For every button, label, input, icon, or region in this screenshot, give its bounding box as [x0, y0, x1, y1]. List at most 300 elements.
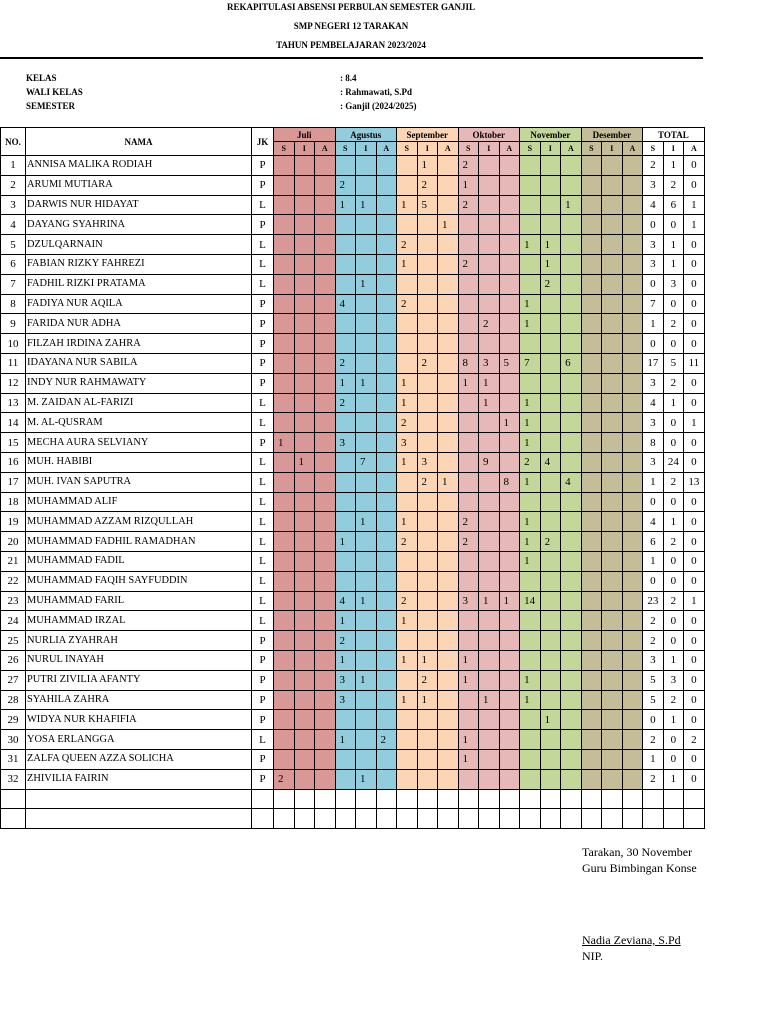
cell-november-s: [520, 631, 541, 651]
cell-september-a: 1: [438, 215, 459, 235]
cell-juli-s: [274, 156, 295, 176]
cell-september-a: [438, 294, 459, 314]
cell-desember-a: [622, 254, 643, 274]
cell-juli-i: [294, 175, 315, 195]
cell-agustus-a: [376, 452, 397, 472]
cell-oktober-s: [458, 690, 479, 710]
gender-cell: L: [252, 512, 274, 532]
subheader-total-a: A: [684, 142, 705, 156]
empty-cell: [458, 789, 479, 809]
cell-juli-a: [315, 413, 336, 433]
cell-desember-a: [622, 730, 643, 750]
total-a: 0: [684, 631, 705, 651]
cell-november-s: [520, 274, 541, 294]
total-i: 0: [663, 215, 684, 235]
total-s: 0: [643, 710, 664, 730]
cell-desember-i: [602, 334, 623, 354]
cell-november-i: [540, 472, 561, 492]
cell-november-a: [561, 710, 582, 730]
cell-juli-s: [274, 670, 295, 690]
cell-agustus-s: [335, 452, 356, 472]
cell-november-s: 1: [520, 551, 541, 571]
cell-september-s: [397, 156, 418, 176]
gender-cell: P: [252, 749, 274, 769]
subheader-september-i: I: [417, 142, 438, 156]
cell-agustus-i: 1: [356, 274, 377, 294]
cell-september-a: [438, 710, 459, 730]
table-row: [1, 235, 705, 255]
cell-september-s: 2: [397, 591, 418, 611]
cell-juli-i: [294, 512, 315, 532]
cell-oktober-s: [458, 769, 479, 789]
row-number: 11: [1, 353, 26, 373]
total-i: 2: [663, 591, 684, 611]
cell-desember-s: [581, 551, 602, 571]
cell-november-a: [561, 512, 582, 532]
total-i: 3: [663, 670, 684, 690]
empty-cell: [252, 789, 274, 809]
cell-november-i: 2: [540, 532, 561, 552]
cell-oktober-a: [499, 769, 520, 789]
total-s: 3: [643, 373, 664, 393]
cell-november-s: [520, 156, 541, 176]
cell-juli-a: [315, 274, 336, 294]
cell-juli-s: [274, 492, 295, 512]
total-i: 1: [663, 235, 684, 255]
cell-juli-s: [274, 254, 295, 274]
cell-desember-s: [581, 532, 602, 552]
signer-name: Nadia Zeviana, S.Pd: [582, 933, 681, 947]
cell-september-s: 1: [397, 512, 418, 532]
cell-september-i: [417, 571, 438, 591]
cell-oktober-s: 1: [458, 373, 479, 393]
cell-agustus-a: [376, 611, 397, 631]
row-number: 4: [1, 215, 26, 235]
cell-september-i: [417, 551, 438, 571]
kelas-label: KELAS: [26, 73, 57, 83]
cell-september-a: [438, 314, 459, 334]
cell-agustus-a: [376, 334, 397, 354]
empty-cell: [561, 809, 582, 829]
student-name: INDY NUR RAHMAWATY: [26, 373, 252, 393]
cell-desember-i: [602, 690, 623, 710]
empty-cell: [602, 809, 623, 829]
cell-desember-s: [581, 769, 602, 789]
student-name: MECHA AURA SELVIANY: [26, 433, 252, 453]
student-name: M. AL-QUSRAM: [26, 413, 252, 433]
total-a: 0: [684, 314, 705, 334]
cell-november-s: 1: [520, 393, 541, 413]
cell-oktober-i: [479, 730, 500, 750]
empty-row: [1, 809, 705, 829]
cell-november-i: [540, 512, 561, 532]
cell-september-i: 3: [417, 452, 438, 472]
cell-juli-i: [294, 591, 315, 611]
student-name: DZULQARNAIN: [26, 235, 252, 255]
cell-september-i: 1: [417, 650, 438, 670]
empty-cell: [315, 809, 336, 829]
subheader-total-i: I: [663, 142, 684, 156]
empty-cell: [479, 809, 500, 829]
cell-juli-a: [315, 749, 336, 769]
cell-november-i: [540, 551, 561, 571]
student-name: ZALFA QUEEN AZZA SOLICHA: [26, 749, 252, 769]
cell-agustus-s: 2: [335, 631, 356, 651]
cell-agustus-a: [376, 235, 397, 255]
cell-agustus-i: [356, 235, 377, 255]
cell-agustus-i: [356, 215, 377, 235]
cell-juli-s: [274, 175, 295, 195]
total-i: 2: [663, 314, 684, 334]
cell-agustus-a: [376, 769, 397, 789]
cell-agustus-a: [376, 571, 397, 591]
cell-juli-a: [315, 254, 336, 274]
cell-oktober-i: [479, 294, 500, 314]
cell-september-i: 1: [417, 156, 438, 176]
header-nama: NAMA: [26, 128, 252, 156]
total-s: 2: [643, 631, 664, 651]
table-row: [1, 611, 705, 631]
cell-agustus-s: [335, 749, 356, 769]
cell-november-s: 1: [520, 532, 541, 552]
total-s: 3: [643, 235, 664, 255]
cell-november-a: [561, 274, 582, 294]
cell-desember-i: [602, 156, 623, 176]
student-name: SYAHILA ZAHRA: [26, 690, 252, 710]
cell-september-a: [438, 452, 459, 472]
cell-november-i: 1: [540, 235, 561, 255]
row-number: 30: [1, 730, 26, 750]
cell-september-a: [438, 353, 459, 373]
empty-cell: [294, 789, 315, 809]
student-name: MUH. IVAN SAPUTRA: [26, 472, 252, 492]
cell-juli-s: 1: [274, 433, 295, 453]
total-a: 0: [684, 393, 705, 413]
cell-september-a: [438, 749, 459, 769]
total-s: 3: [643, 254, 664, 274]
total-a: 0: [684, 690, 705, 710]
cell-agustus-a: [376, 373, 397, 393]
total-i: 6: [663, 195, 684, 215]
subheader-total-s: S: [643, 142, 664, 156]
cell-november-i: [540, 591, 561, 611]
cell-september-a: [438, 611, 459, 631]
cell-agustus-i: [356, 472, 377, 492]
cell-september-i: [417, 749, 438, 769]
semester-label: SEMESTER: [26, 101, 76, 111]
empty-cell: [376, 789, 397, 809]
cell-juli-i: [294, 254, 315, 274]
cell-november-i: [540, 571, 561, 591]
cell-agustus-s: 4: [335, 591, 356, 611]
empty-cell: [684, 789, 705, 809]
cell-oktober-a: [499, 631, 520, 651]
cell-oktober-s: 1: [458, 175, 479, 195]
row-number: 5: [1, 235, 26, 255]
cell-oktober-i: [479, 611, 500, 631]
cell-november-i: [540, 353, 561, 373]
total-a: 0: [684, 650, 705, 670]
cell-juli-i: [294, 749, 315, 769]
cell-november-a: [561, 690, 582, 710]
cell-agustus-s: [335, 512, 356, 532]
empty-cell: [643, 809, 664, 829]
cell-oktober-a: [499, 749, 520, 769]
cell-juli-a: [315, 631, 336, 651]
cell-agustus-i: 1: [356, 195, 377, 215]
cell-agustus-i: [356, 156, 377, 176]
cell-agustus-s: 1: [335, 611, 356, 631]
cell-september-a: [438, 591, 459, 611]
cell-agustus-i: [356, 353, 377, 373]
cell-september-i: [417, 235, 438, 255]
empty-cell: [643, 789, 664, 809]
total-a: 0: [684, 670, 705, 690]
cell-november-a: 4: [561, 472, 582, 492]
cell-oktober-s: 1: [458, 670, 479, 690]
cell-agustus-i: [356, 254, 377, 274]
cell-juli-a: [315, 353, 336, 373]
cell-juli-i: [294, 650, 315, 670]
cell-november-a: [561, 650, 582, 670]
cell-oktober-a: [499, 571, 520, 591]
student-name: ZHIVILIA FAIRIN: [26, 769, 252, 789]
table-row: [1, 433, 705, 453]
gender-cell: L: [252, 413, 274, 433]
cell-juli-i: [294, 235, 315, 255]
gender-cell: L: [252, 492, 274, 512]
cell-juli-i: [294, 334, 315, 354]
cell-november-a: [561, 334, 582, 354]
cell-desember-i: [602, 254, 623, 274]
total-s: 3: [643, 413, 664, 433]
cell-juli-a: [315, 373, 336, 393]
total-i: 2: [663, 690, 684, 710]
cell-september-s: 2: [397, 532, 418, 552]
row-number: 24: [1, 611, 26, 631]
cell-september-i: [417, 631, 438, 651]
cell-november-i: [540, 175, 561, 195]
table-row: [1, 492, 705, 512]
cell-agustus-s: 3: [335, 690, 356, 710]
table-row: [1, 730, 705, 750]
total-i: 0: [663, 492, 684, 512]
cell-desember-a: [622, 611, 643, 631]
cell-september-a: [438, 393, 459, 413]
cell-oktober-s: [458, 314, 479, 334]
cell-oktober-a: [499, 670, 520, 690]
cell-september-a: [438, 571, 459, 591]
cell-november-i: [540, 769, 561, 789]
cell-september-i: [417, 413, 438, 433]
cell-desember-a: [622, 294, 643, 314]
cell-november-i: 1: [540, 254, 561, 274]
row-number: 9: [1, 314, 26, 334]
cell-agustus-s: 2: [335, 353, 356, 373]
empty-cell: [356, 789, 377, 809]
cell-september-s: [397, 492, 418, 512]
cell-agustus-a: [376, 215, 397, 235]
cell-oktober-s: [458, 235, 479, 255]
cell-agustus-i: 1: [356, 373, 377, 393]
cell-september-s: [397, 769, 418, 789]
cell-oktober-a: [499, 254, 520, 274]
cell-juli-s: [274, 393, 295, 413]
cell-september-s: 3: [397, 433, 418, 453]
cell-desember-a: [622, 749, 643, 769]
cell-desember-s: [581, 512, 602, 532]
cell-desember-i: [602, 472, 623, 492]
cell-november-s: [520, 254, 541, 274]
total-a: 0: [684, 611, 705, 631]
total-a: 0: [684, 373, 705, 393]
gender-cell: L: [252, 195, 274, 215]
student-name: FABIAN RIZKY FAHREZI: [26, 254, 252, 274]
total-s: 0: [643, 215, 664, 235]
total-s: 1: [643, 472, 664, 492]
gender-cell: P: [252, 373, 274, 393]
semester-value: : Ganjil (2024/2025): [340, 101, 417, 111]
gender-cell: L: [252, 551, 274, 571]
cell-desember-s: [581, 749, 602, 769]
total-a: 0: [684, 749, 705, 769]
cell-desember-i: [602, 631, 623, 651]
cell-november-a: [561, 314, 582, 334]
cell-agustus-s: [335, 571, 356, 591]
total-s: 4: [643, 393, 664, 413]
subheader-agustus-s: S: [335, 142, 356, 156]
cell-agustus-a: [376, 749, 397, 769]
cell-november-a: [561, 294, 582, 314]
cell-agustus-s: [335, 551, 356, 571]
student-name: ANNISA MALIKA RODIAH: [26, 156, 252, 176]
row-number: 19: [1, 512, 26, 532]
table-row: [1, 631, 705, 651]
cell-november-s: 1: [520, 512, 541, 532]
cell-oktober-a: [499, 274, 520, 294]
empty-cell: [458, 809, 479, 829]
empty-cell: [376, 809, 397, 829]
cell-desember-a: [622, 215, 643, 235]
cell-november-s: 1: [520, 294, 541, 314]
cell-desember-i: [602, 413, 623, 433]
cell-agustus-a: [376, 156, 397, 176]
cell-agustus-i: [356, 749, 377, 769]
row-number: 28: [1, 690, 26, 710]
cell-september-s: [397, 749, 418, 769]
cell-september-s: 1: [397, 650, 418, 670]
cell-desember-s: [581, 670, 602, 690]
cell-oktober-s: [458, 571, 479, 591]
empty-cell: [294, 809, 315, 829]
empty-cell: [622, 789, 643, 809]
cell-november-a: [561, 631, 582, 651]
subheader-oktober-i: I: [479, 142, 500, 156]
cell-desember-a: [622, 591, 643, 611]
cell-desember-s: [581, 631, 602, 651]
cell-september-a: [438, 730, 459, 750]
student-name: IDAYANA NUR SABILA: [26, 353, 252, 373]
cell-september-i: 1: [417, 690, 438, 710]
cell-desember-i: [602, 670, 623, 690]
student-name: NURUL INAYAH: [26, 650, 252, 670]
cell-november-i: [540, 413, 561, 433]
cell-november-a: [561, 730, 582, 750]
cell-agustus-a: [376, 512, 397, 532]
cell-desember-a: [622, 393, 643, 413]
cell-oktober-s: [458, 631, 479, 651]
total-a: 0: [684, 769, 705, 789]
cell-november-i: [540, 650, 561, 670]
cell-november-i: [540, 294, 561, 314]
header-month-agustus: Agustus: [335, 128, 397, 142]
cell-oktober-i: [479, 195, 500, 215]
cell-oktober-a: [499, 611, 520, 631]
cell-oktober-s: [458, 710, 479, 730]
signer-role: Guru Bimbingan Konse: [582, 861, 697, 875]
cell-november-s: 14: [520, 591, 541, 611]
cell-desember-i: [602, 571, 623, 591]
total-a: 1: [684, 215, 705, 235]
cell-september-i: [417, 769, 438, 789]
gender-cell: L: [252, 730, 274, 750]
cell-november-s: [520, 769, 541, 789]
cell-november-i: [540, 373, 561, 393]
cell-agustus-s: 1: [335, 650, 356, 670]
total-a: 1: [684, 195, 705, 215]
cell-oktober-a: [499, 334, 520, 354]
cell-agustus-a: [376, 492, 397, 512]
cell-november-s: [520, 175, 541, 195]
cell-november-a: [561, 215, 582, 235]
cell-oktober-s: [458, 472, 479, 492]
cell-agustus-a: [376, 433, 397, 453]
row-number: 25: [1, 631, 26, 651]
cell-november-s: 1: [520, 314, 541, 334]
cell-juli-s: [274, 274, 295, 294]
total-s: 0: [643, 571, 664, 591]
total-a: 0: [684, 334, 705, 354]
cell-oktober-i: [479, 492, 500, 512]
cell-september-i: 5: [417, 195, 438, 215]
total-a: 0: [684, 571, 705, 591]
cell-oktober-i: [479, 670, 500, 690]
cell-juli-i: [294, 472, 315, 492]
cell-oktober-a: [499, 373, 520, 393]
cell-agustus-a: [376, 551, 397, 571]
cell-september-i: [417, 492, 438, 512]
cell-oktober-s: [458, 433, 479, 453]
cell-oktober-s: [458, 413, 479, 433]
cell-oktober-a: [499, 175, 520, 195]
cell-oktober-a: [499, 710, 520, 730]
cell-september-i: 2: [417, 175, 438, 195]
empty-cell: [581, 809, 602, 829]
subheader-september-a: A: [438, 142, 459, 156]
cell-agustus-i: [356, 710, 377, 730]
cell-juli-i: [294, 294, 315, 314]
academic-year: TAHUN PEMBELAJARAN 2023/2024: [276, 40, 426, 50]
gender-cell: P: [252, 710, 274, 730]
cell-november-i: 1: [540, 710, 561, 730]
cell-oktober-s: [458, 334, 479, 354]
gender-cell: L: [252, 452, 274, 472]
total-i: 2: [663, 373, 684, 393]
cell-desember-s: [581, 353, 602, 373]
cell-juli-s: [274, 373, 295, 393]
cell-oktober-i: [479, 433, 500, 453]
cell-desember-i: [602, 393, 623, 413]
